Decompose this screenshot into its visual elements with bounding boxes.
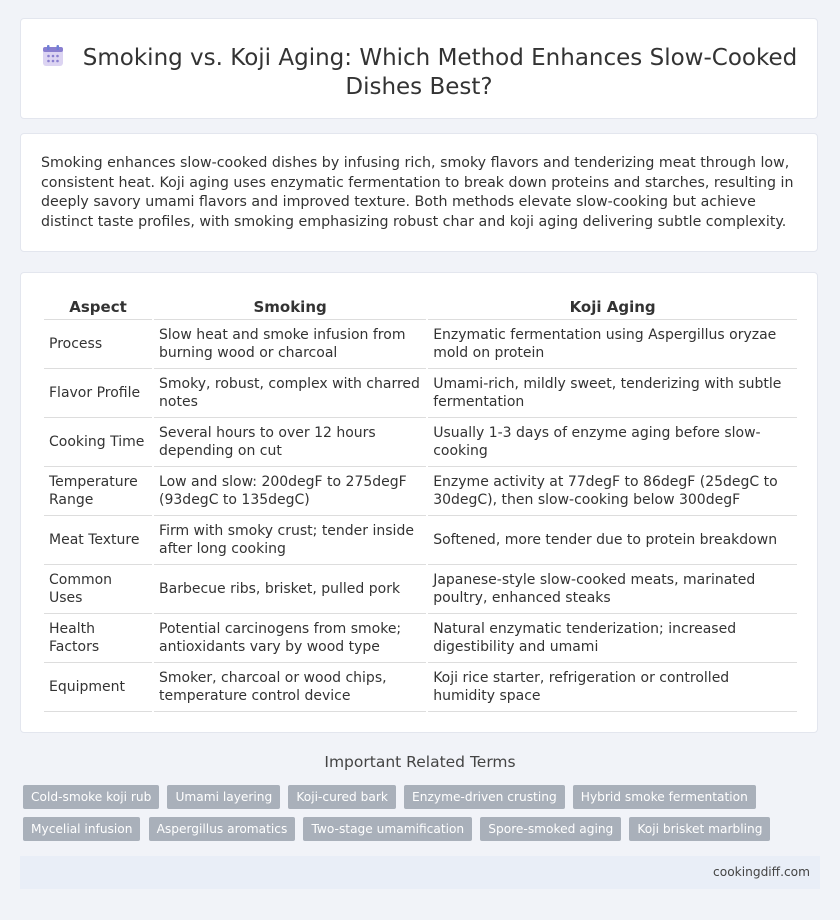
cell-aspect: Flavor Profile	[44, 369, 152, 418]
cell-koji: Enzyme activity at 77degF to 86degF (25degC to 30degC), then slow-cooking below 300degF	[428, 467, 797, 516]
cell-smoking: Firm with smoky crust; tender inside after long cooking	[154, 516, 426, 565]
related-terms-heading: Important Related Terms	[324, 753, 516, 771]
table-row	[44, 369, 797, 418]
cell-koji: Umami-rich, mildly sweet, tenderizing with subtle fermentation	[428, 369, 797, 418]
cell-koji: Natural enzymatic tenderization; increased digestibility and umami	[428, 614, 797, 663]
cell-koji: Koji rice starter, refrigeration or controlled humidity space	[428, 663, 797, 712]
cell-aspect: Health Factors	[44, 614, 152, 663]
cell-koji: Softened, more tender due to protein breakdown	[428, 516, 797, 565]
cell-smoking: Potential carcinogens from smoke; antioxidants vary by wood type	[154, 614, 426, 663]
tag-spore-smoked-aging[interactable]: Spore-smoked aging	[480, 817, 621, 841]
cell-koji: Japanese-style slow-cooked meats, marinated poultry, enhanced steaks	[428, 565, 797, 614]
table-row	[44, 467, 797, 516]
table-row	[44, 516, 797, 565]
table-row	[44, 663, 797, 712]
tag-umami-layering[interactable]: Umami layering	[167, 785, 280, 809]
comparison-table	[42, 295, 799, 712]
table-row	[44, 320, 797, 369]
table-row	[44, 565, 797, 614]
cell-smoking: Barbecue ribs, brisket, pulled pork	[154, 565, 426, 614]
tag-koji-cured-bark[interactable]: Koji-cured bark	[288, 785, 396, 809]
tag-hybrid-smoke-fermentation[interactable]: Hybrid smoke fermentation	[573, 785, 756, 809]
calendar-icon	[41, 44, 65, 68]
cell-koji: Enzymatic fermentation using Aspergillus oryzae mold on protein	[428, 320, 797, 369]
cell-smoking: Several hours to over 12 hours depending on cut	[154, 418, 426, 467]
cell-aspect: Common Uses	[44, 565, 152, 614]
cell-aspect: Temperature Range	[44, 467, 152, 516]
cell-smoking: Slow heat and smoke infusion from burning wood or charcoal	[154, 320, 426, 369]
tag-mycelial-infusion[interactable]: Mycelial infusion	[23, 817, 140, 841]
page-title: Smoking vs. Koji Aging: Which Method Enhances Slow-Cooked Dishes Best?	[82, 45, 798, 100]
table-header-row	[44, 295, 797, 320]
header-aspect: Aspect	[44, 295, 152, 320]
tag-two-stage-umamification[interactable]: Two-stage umamification	[303, 817, 472, 841]
comparison-table-card	[20, 272, 818, 733]
cell-smoking: Smoker, charcoal or wood chips, temperature control device	[154, 663, 426, 712]
footer	[20, 856, 820, 889]
intro-paragraph: Smoking enhances slow-cooked dishes by infusing rich, smoky flavors and tenderizing meat through low, consistent heat. Koji aging uses enzymatic fermentation to break down proteins and starches, resulting in deeply savory umami flavors and improved texture. Both methods elevate slow-cooking but achieve distinct taste profiles, with smoking emphasizing robust char and koji aging delivering subtle complexity.	[41, 155, 794, 230]
title-card	[20, 18, 818, 119]
cell-smoking: Smoky, robust, complex with charred notes	[154, 369, 426, 418]
intro-card	[20, 133, 818, 252]
tag-cold-smoke-koji-rub[interactable]: Cold-smoke koji rub	[23, 785, 159, 809]
tag-koji-brisket-marbling[interactable]: Koji brisket marbling	[629, 817, 770, 841]
tag-enzyme-driven-crusting[interactable]: Enzyme-driven crusting	[404, 785, 565, 809]
page-title-wrap	[21, 44, 817, 102]
cell-aspect: Process	[44, 320, 152, 369]
header-koji-aging: Koji Aging	[428, 295, 797, 320]
tag-aspergillus-aromatics[interactable]: Aspergillus aromatics	[149, 817, 296, 841]
cell-aspect: Equipment	[44, 663, 152, 712]
footer-site-link[interactable]: cookingdiff.com	[713, 865, 810, 879]
cell-koji: Usually 1-3 days of enzyme aging before slow-cooking	[428, 418, 797, 467]
table-row	[44, 418, 797, 467]
cell-smoking: Low and slow: 200degF to 275degF (93degC to 135degC)	[154, 467, 426, 516]
cell-aspect: Cooking Time	[44, 418, 152, 467]
related-tags	[23, 785, 793, 849]
table-row	[44, 614, 797, 663]
cell-aspect: Meat Texture	[44, 516, 152, 565]
header-smoking: Smoking	[154, 295, 426, 320]
